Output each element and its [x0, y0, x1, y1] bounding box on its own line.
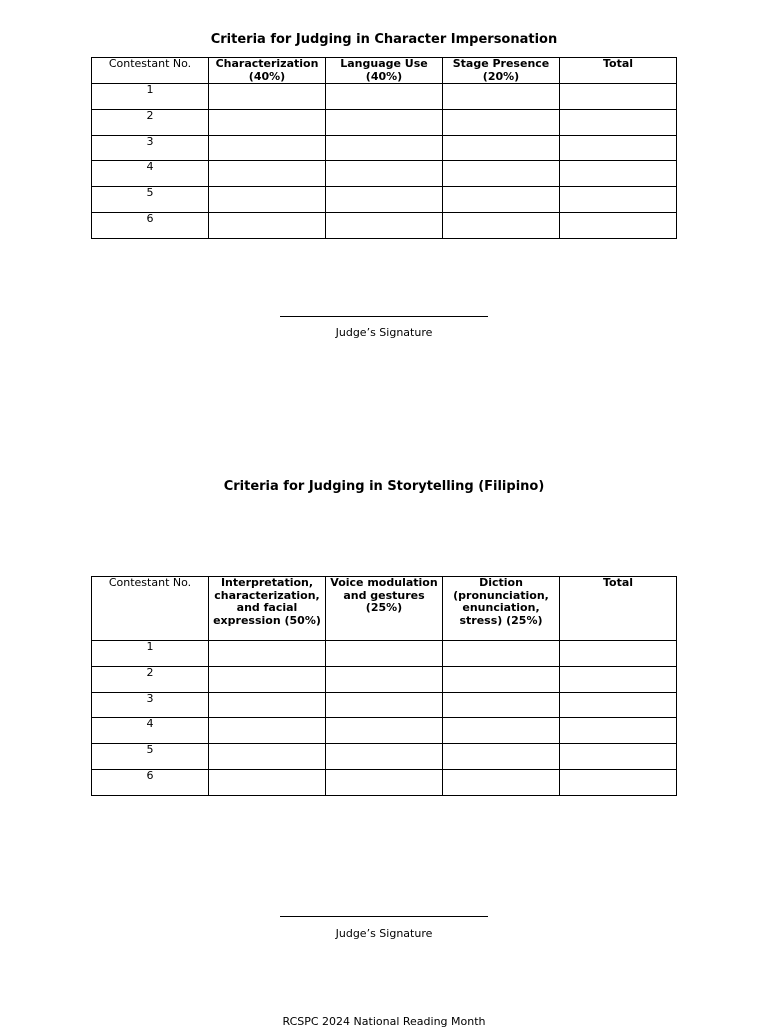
contestant-number: 4 — [92, 161, 209, 187]
header-diction: Diction (pronunciation, enunciation, stress) (25%) — [443, 577, 560, 641]
total-cell[interactable] — [560, 769, 677, 795]
score-cell[interactable] — [443, 744, 560, 770]
contestant-number: 3 — [92, 692, 209, 718]
score-cell[interactable] — [443, 161, 560, 187]
score-cell[interactable] — [443, 135, 560, 161]
score-cell[interactable] — [209, 109, 326, 135]
contestant-number: 6 — [92, 769, 209, 795]
contestant-number: 1 — [92, 641, 209, 667]
score-cell[interactable] — [326, 641, 443, 667]
total-cell[interactable] — [560, 161, 677, 187]
score-cell[interactable] — [326, 769, 443, 795]
table-row — [92, 212, 677, 238]
score-cell[interactable] — [209, 718, 326, 744]
header-contestant-no: Contestant No. — [92, 58, 209, 84]
header-contestant-no: Contestant No. — [92, 577, 209, 641]
score-cell[interactable] — [209, 692, 326, 718]
total-cell[interactable] — [560, 718, 677, 744]
header-language-use: Language Use (40%) — [326, 58, 443, 84]
score-cell[interactable] — [326, 161, 443, 187]
total-cell[interactable] — [560, 135, 677, 161]
table-row — [92, 666, 677, 692]
table-row — [92, 135, 677, 161]
score-cell[interactable] — [209, 769, 326, 795]
storytelling-table — [91, 576, 677, 796]
score-cell[interactable] — [326, 718, 443, 744]
score-cell[interactable] — [326, 135, 443, 161]
contestant-number: 2 — [92, 666, 209, 692]
header-characterization: Characterization (40%) — [209, 58, 326, 84]
score-cell[interactable] — [443, 84, 560, 110]
table-row — [92, 692, 677, 718]
table-row — [92, 641, 677, 667]
section1-title: Criteria for Judging in Character Impersonation — [210, 32, 558, 47]
total-cell[interactable] — [560, 109, 677, 135]
score-cell[interactable] — [326, 109, 443, 135]
score-cell[interactable] — [209, 666, 326, 692]
score-cell[interactable] — [209, 135, 326, 161]
score-cell[interactable] — [443, 187, 560, 213]
table-row — [92, 744, 677, 770]
signature-label: Judge’s Signature — [335, 326, 433, 339]
contestant-number: 3 — [92, 135, 209, 161]
header-stage-presence: Stage Presence (20%) — [443, 58, 560, 84]
total-cell[interactable] — [560, 744, 677, 770]
header-interpretation: Interpretation, characterization, and facial expression (50%) — [209, 577, 326, 641]
score-cell[interactable] — [443, 641, 560, 667]
score-cell[interactable] — [209, 161, 326, 187]
score-cell[interactable] — [443, 666, 560, 692]
contestant-number: 5 — [92, 744, 209, 770]
score-cell[interactable] — [443, 769, 560, 795]
table-row — [92, 109, 677, 135]
score-cell[interactable] — [326, 187, 443, 213]
contestant-number: 6 — [92, 212, 209, 238]
score-cell[interactable] — [326, 84, 443, 110]
score-cell[interactable] — [443, 109, 560, 135]
table-row — [92, 84, 677, 110]
score-cell[interactable] — [326, 692, 443, 718]
score-cell[interactable] — [443, 212, 560, 238]
score-cell[interactable] — [209, 84, 326, 110]
footer-text: RCSPC 2024 National Reading Month — [282, 1015, 486, 1028]
score-cell[interactable] — [209, 744, 326, 770]
table-header-row — [92, 58, 677, 84]
contestant-number: 2 — [92, 109, 209, 135]
score-cell[interactable] — [209, 187, 326, 213]
total-cell[interactable] — [560, 84, 677, 110]
header-voice-modulation: Voice modulation and gestures (25%) — [326, 577, 443, 641]
total-cell[interactable] — [560, 212, 677, 238]
score-cell[interactable] — [209, 641, 326, 667]
character-impersonation-table — [91, 57, 677, 239]
signature-line[interactable] — [280, 916, 488, 917]
score-cell[interactable] — [209, 212, 326, 238]
total-cell[interactable] — [560, 641, 677, 667]
table-header-row — [92, 577, 677, 641]
contestant-number: 5 — [92, 187, 209, 213]
table-row — [92, 187, 677, 213]
score-cell[interactable] — [443, 692, 560, 718]
score-cell[interactable] — [443, 718, 560, 744]
header-total: Total — [560, 577, 677, 641]
header-total: Total — [560, 58, 677, 84]
score-cell[interactable] — [326, 744, 443, 770]
contestant-number: 4 — [92, 718, 209, 744]
section2-title: Criteria for Judging in Storytelling (Filipino) — [223, 479, 545, 494]
table-row — [92, 769, 677, 795]
score-cell[interactable] — [326, 212, 443, 238]
signature-label: Judge’s Signature — [335, 927, 433, 940]
table-row — [92, 718, 677, 744]
table-row — [92, 161, 677, 187]
contestant-number: 1 — [92, 84, 209, 110]
total-cell[interactable] — [560, 187, 677, 213]
score-cell[interactable] — [326, 666, 443, 692]
signature-line[interactable] — [280, 316, 488, 317]
total-cell[interactable] — [560, 666, 677, 692]
total-cell[interactable] — [560, 692, 677, 718]
